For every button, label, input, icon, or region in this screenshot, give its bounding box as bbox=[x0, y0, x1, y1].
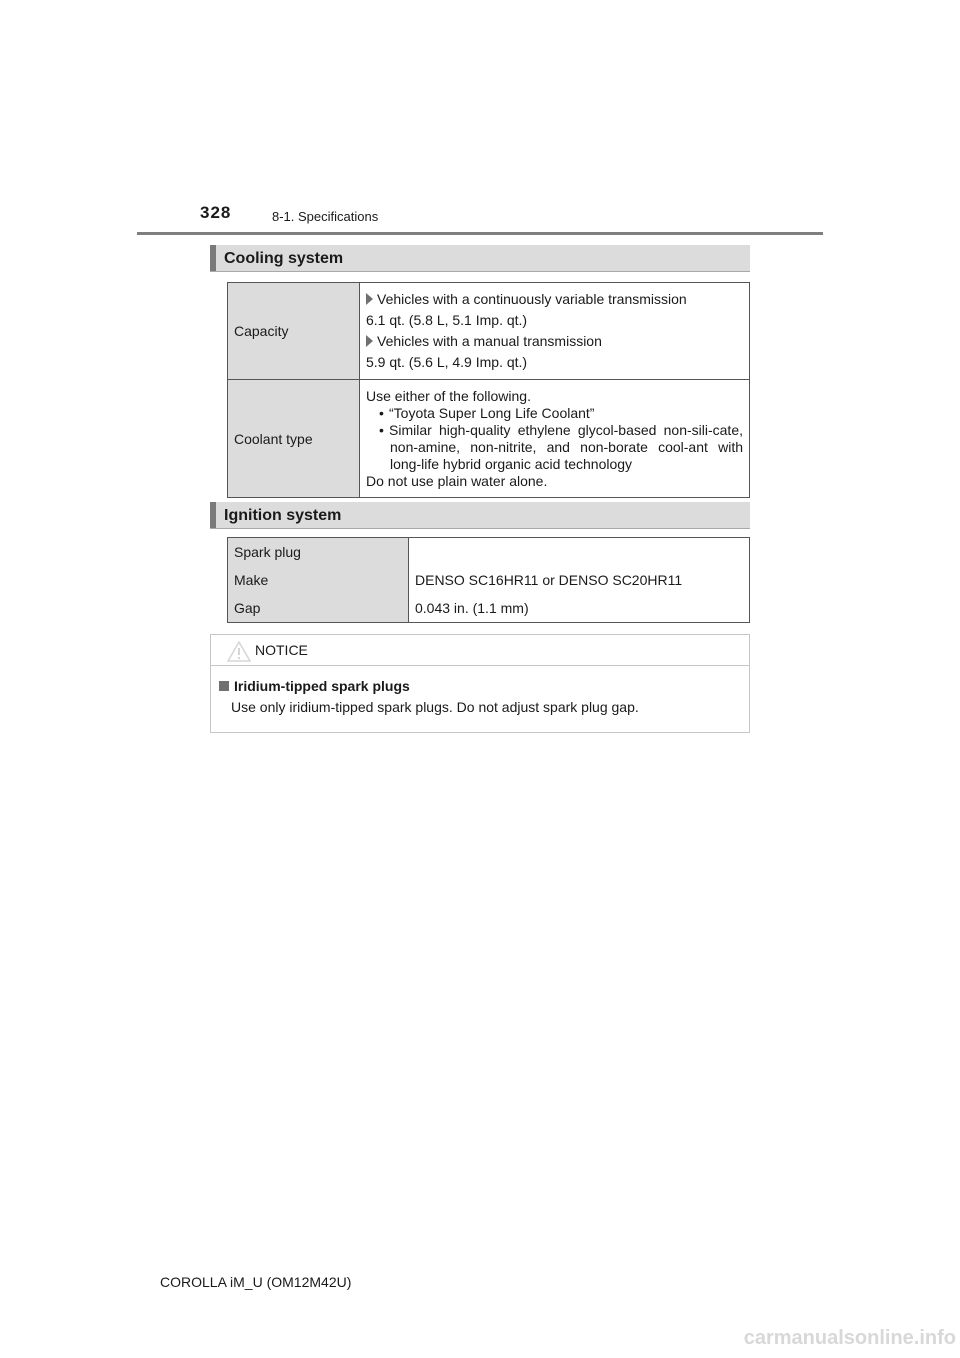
capacity-cvt-line bbox=[366, 289, 743, 310]
watermark: carmanualsonline.info bbox=[743, 1327, 956, 1349]
notice-box bbox=[210, 634, 750, 733]
page-number: 328 bbox=[200, 203, 232, 222]
make-label: Make bbox=[228, 566, 409, 594]
coolant-note: Do not use plain water alone. bbox=[366, 472, 548, 489]
notice-title: NOTICE bbox=[255, 642, 308, 658]
coolant-bullet-1 bbox=[366, 405, 743, 422]
capacity-label: Capacity bbox=[228, 283, 360, 380]
bullet-icon: • bbox=[379, 421, 384, 438]
capacity-manual-label: Vehicles with a manual transmission bbox=[377, 333, 602, 349]
capacity-row bbox=[228, 283, 750, 380]
heading-accent bbox=[210, 502, 216, 528]
coolant-value bbox=[360, 380, 750, 498]
capacity-manual-line bbox=[366, 331, 743, 352]
make-row bbox=[228, 566, 750, 594]
capacity-cvt-value: 6.1 qt. (5.8 L, 5.1 Imp. qt.) bbox=[366, 312, 528, 328]
warning-triangle-icon bbox=[227, 641, 251, 662]
spark-plug-row bbox=[228, 538, 750, 567]
notice-item-text: Use only iridium-tipped spark plugs. Do not adjust spark plug gap. bbox=[231, 699, 639, 715]
notice-header bbox=[211, 635, 749, 666]
heading-accent bbox=[210, 245, 216, 271]
capacity-value bbox=[360, 283, 750, 380]
ignition-system-heading bbox=[210, 502, 750, 529]
arrow-right-icon bbox=[366, 293, 373, 305]
gap-label: Gap bbox=[228, 594, 409, 623]
coolant-intro: Use either of the following. bbox=[366, 387, 531, 404]
notice-item-heading bbox=[219, 678, 410, 694]
arrow-right-icon bbox=[366, 335, 373, 347]
capacity-cvt-label: Vehicles with a continuously variable transmission bbox=[377, 291, 687, 307]
coolant-row bbox=[228, 380, 750, 498]
make-value: DENSO SC16HR11 or DENSO SC20HR11 bbox=[409, 566, 750, 594]
cooling-system-heading bbox=[210, 245, 750, 272]
coolant-bullet-1-text: “Toyota Super Long Life Coolant” bbox=[389, 404, 595, 421]
coolant-label: Coolant type bbox=[228, 380, 360, 498]
ignition-system-title: Ignition system bbox=[224, 507, 342, 524]
coolant-bullet-2-text: Similar high-quality ethylene glycol-based non-sili-cate, non-amine, non-nitrite, and non-borate cool-ant with long-life hybrid organic acid technology bbox=[389, 421, 743, 472]
notice-item-title: Iridium-tipped spark plugs bbox=[234, 678, 410, 694]
header-divider bbox=[137, 232, 823, 235]
cooling-system-table bbox=[227, 282, 750, 498]
section-reference: 8-1. Specifications bbox=[272, 209, 379, 224]
footer-model: COROLLA iM_U (OM12M42U) bbox=[160, 1274, 352, 1290]
cooling-system-title: Cooling system bbox=[224, 250, 344, 267]
gap-value: 0.043 in. (1.1 mm) bbox=[409, 594, 750, 623]
capacity-manual-value: 5.9 qt. (5.6 L, 4.9 Imp. qt.) bbox=[366, 354, 528, 370]
bullet-icon: • bbox=[379, 404, 384, 421]
ignition-system-table bbox=[227, 537, 750, 623]
spark-plug-value bbox=[409, 538, 750, 567]
coolant-bullet-2 bbox=[366, 422, 743, 473]
spark-plug-label: Spark plug bbox=[228, 538, 409, 567]
square-bullet-icon bbox=[219, 681, 229, 691]
gap-row bbox=[228, 594, 750, 623]
